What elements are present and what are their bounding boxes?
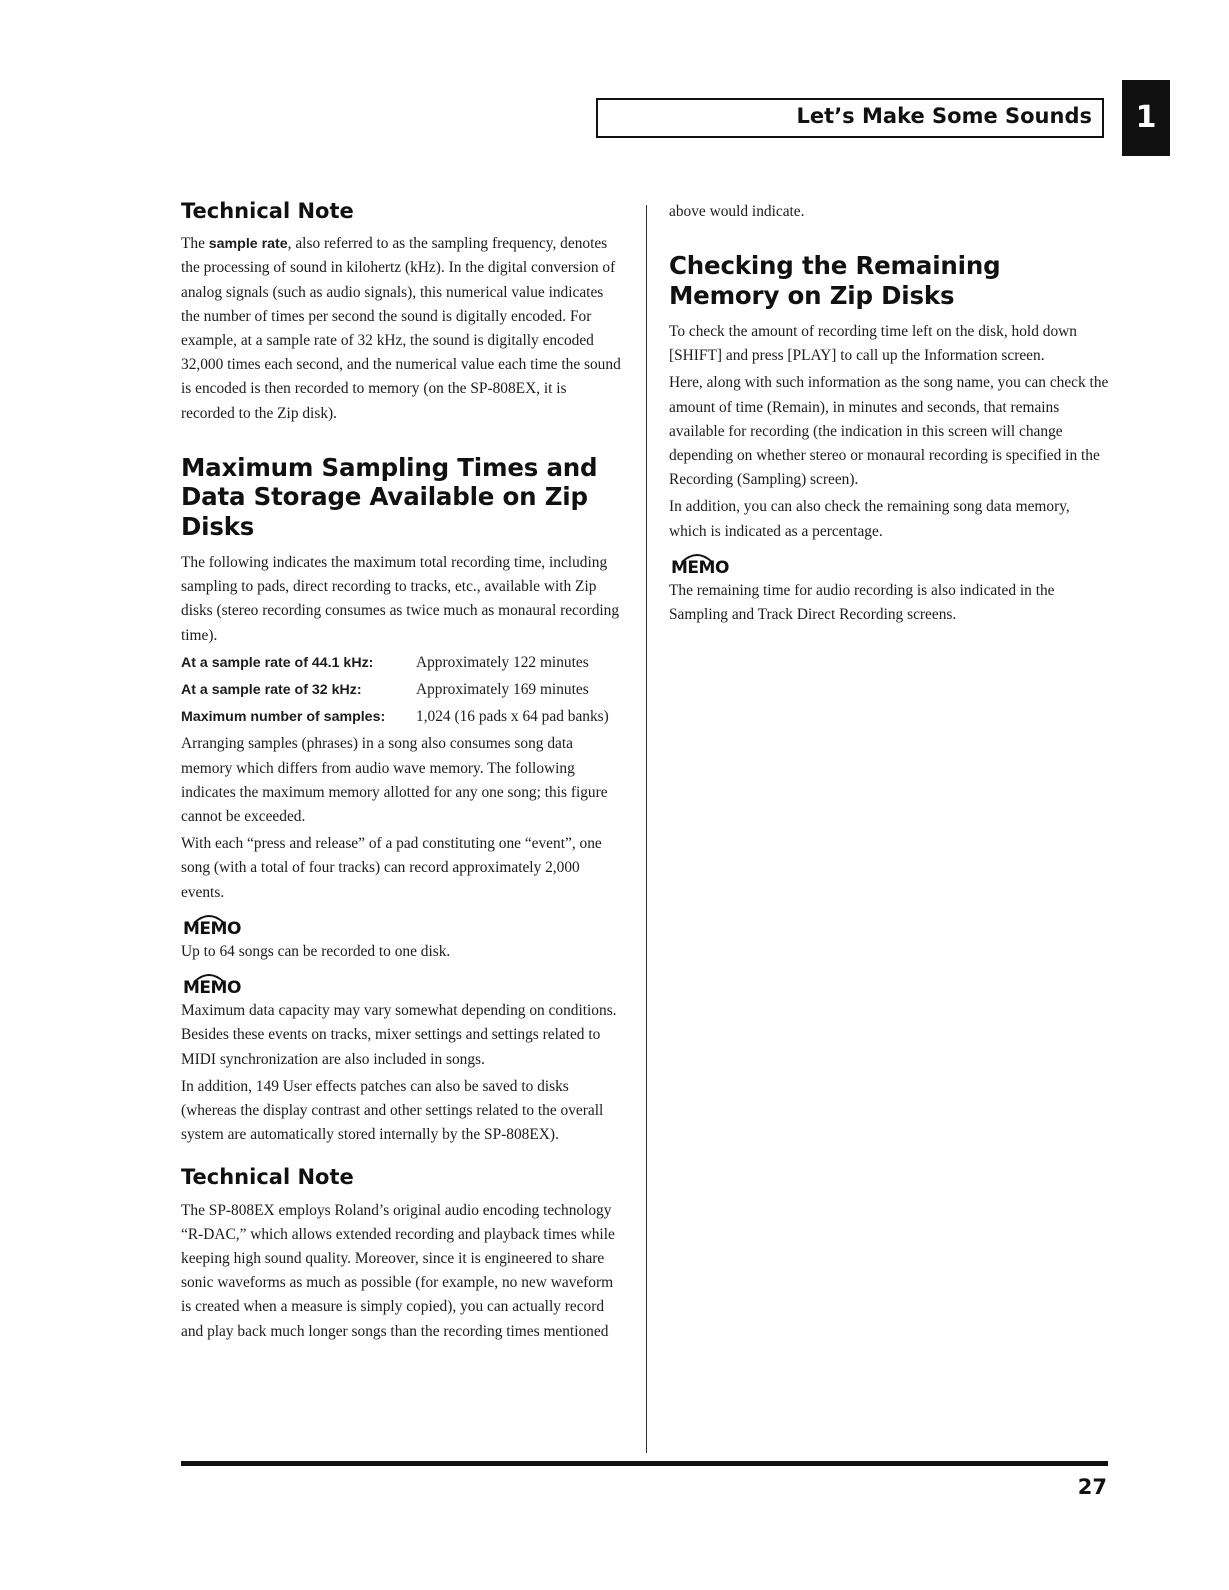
spec-label: At a sample rate of 32 kHz: — [181, 682, 362, 699]
memo-arc-icon — [186, 971, 232, 983]
spec-label: At a sample rate of 44.1 kHz: — [181, 654, 374, 671]
continued-text: above would indicate. — [669, 203, 805, 220]
checking-memory-heading: Checking the Remaining Memory on Zip Disks — [669, 251, 1001, 310]
spec-value: Approximately 122 minutes — [416, 653, 589, 671]
section-header-box — [596, 98, 1104, 138]
spacer — [181, 1150, 621, 1164]
memo-text: In addition, 149 User effects patches can also be saved to disks (whereas the display contrast and other settings related to the overall system are automatically stored internally by the SP-808EX). — [181, 1077, 604, 1144]
checking-memory-paragraph: Here, along with such information as the song name, you can check the amount of time (Remain), in minutes and seconds, that remains available for recording (the indication in this screen will change depending on whether stereo or monaural recording is specified in the Recording (Sampling) screen). — [669, 374, 1109, 489]
page-number: 27 — [1077, 1475, 1107, 1499]
memo-text: Up to 64 songs can be recorded to one disk. — [181, 942, 451, 960]
checking-memory-paragraph: In addition, you can also check the remaining song data memory, which is indicated as a percentage. — [669, 498, 1070, 540]
column-divider — [646, 205, 647, 1453]
spacer — [669, 227, 1109, 251]
checking-memory-paragraph: To check the amount of recording time left on the disk, hold down [SHIFT] and press [PLAY] to call up the Information screen. — [669, 322, 1077, 365]
song-data-paragraph: Arranging samples (phrases) in a song also consumes song data memory which differs from audio wave memory. The following indicates the maximum memory allotted for any one song; this figure cannot be exceeded. — [181, 735, 608, 826]
spec-value: Approximately 169 minutes — [416, 681, 589, 699]
memo-label: MEMO — [183, 978, 241, 999]
text-span: , also referred to as the sampling frequency, denotes the processing of sound in kilohertz (kHz). In the digital conversion of analog signals (such as audio signals), this numerical value indicates the number of times per second the sound is digitally encoded. For example, at a sample rate of 32 kHz, the sound is digitally encoded 32,000 times each second, and the numerical value each time the sound is encoded is then recorded to memory (on the SP-808EX, it is recorded to the Zip disk). — [181, 235, 621, 422]
spec-row — [181, 705, 621, 729]
text-span: The — [181, 235, 209, 253]
max-sampling-heading: Maximum Sampling Times and Data Storage Available on Zip Disks — [181, 452, 598, 541]
memo-icon — [183, 918, 241, 940]
spec-value: 1,024 (16 pads x 64 pad banks) — [416, 708, 609, 726]
technical-note-paragraph — [181, 232, 621, 426]
memo-arc-icon — [186, 912, 232, 924]
section-title: Let’s Make Some Sounds — [796, 104, 1092, 128]
footer-rule — [181, 1461, 1108, 1466]
events-paragraph: With each “press and release” of a pad constituting one “event”, one song (with a total of four tracks) can record approximately 2,000 events. — [181, 835, 602, 901]
memo-icon — [183, 977, 241, 999]
memo-icon — [671, 557, 729, 579]
bold-term: sample rate — [208, 236, 288, 253]
right-column — [669, 198, 1109, 630]
memo-text: The remaining time for audio recording is also indicated in the Sampling and Track Direct Recording screens. — [669, 581, 1055, 624]
memo-arc-icon — [674, 551, 720, 563]
memo-text: Maximum data capacity may vary somewhat depending on conditions. Besides these events on tracks, mixer settings and settings related to MIDI synchronization are also included in songs. — [181, 1002, 617, 1068]
chapter-tab: 1 — [1122, 80, 1170, 156]
technical-note-heading: Technical Note — [181, 1165, 354, 1190]
spec-label: Maximum number of samples: — [181, 709, 386, 726]
technical-note-paragraph: The SP-808EX employs Roland’s original audio encoding technology “R-DAC,” which allows extended recording and playback times while keeping high sound quality. Moreover, since it is engineered to share sonic waveforms as much as possible (for example, no new waveform is created when a measure is simply copied), you can actually record and play back much longer songs than the recording times mentioned — [181, 1201, 615, 1340]
left-column — [181, 198, 621, 1347]
memo-label: MEMO — [183, 918, 241, 939]
technical-note-heading: Technical Note — [181, 199, 354, 223]
max-sampling-intro: The following indicates the maximum total recording time, including sampling to pads, direct recording to tracks, etc., available with Zip disks (stereo recording consumes as twice much as monaural recording time). — [181, 554, 620, 644]
spec-row — [181, 651, 621, 675]
spec-row — [181, 678, 621, 702]
memo-label: MEMO — [671, 557, 729, 578]
spacer — [181, 429, 621, 453]
